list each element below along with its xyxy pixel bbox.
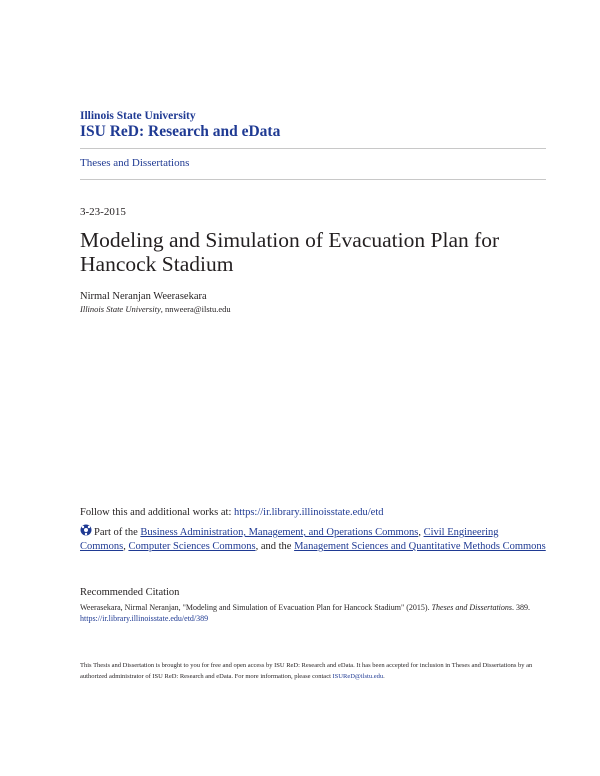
follow-line — [80, 507, 384, 518]
etd-link[interactable]: https://ir.library.illinoisstate.edu/etd — [234, 507, 384, 518]
citation-series: Theses and Dissertations — [431, 603, 513, 612]
citation-text — [80, 602, 550, 624]
citation-heading: Recommended Citation — [80, 587, 180, 598]
citation-link[interactable]: https://ir.library.illinoisstate.edu/etd/389 — [80, 614, 209, 623]
commons-link-management-sciences[interactable]: Management Sciences and Quantitative Methods Commons — [294, 541, 546, 552]
commons-separator: , — [418, 527, 424, 538]
commons-link-civil-engineering[interactable]: Civil Engineering Commons — [80, 527, 499, 552]
commons-and: , and the — [255, 541, 295, 552]
author-name: Nirmal Neranjan Weerasekara — [80, 291, 207, 302]
commons-separator: , — [123, 541, 129, 552]
follow-label: Follow this and additional works at: — [80, 507, 234, 518]
citation-number: . 389. — [512, 603, 531, 612]
network-icon — [80, 524, 92, 536]
divider-bottom — [80, 179, 546, 180]
commons-link-computer-sciences[interactable]: Computer Sciences Commons — [128, 541, 256, 552]
author-email[interactable]: nnweera@ilstu.edu — [165, 304, 231, 314]
footer-notice — [80, 660, 546, 682]
divider-top — [80, 148, 546, 149]
part-of-label: Part of the — [94, 527, 141, 538]
publication-date: 3-23-2015 — [80, 206, 126, 218]
affiliation-name: Illinois State University — [80, 304, 161, 314]
collection-link[interactable]: Theses and Dissertations — [80, 157, 190, 169]
institution-name: Illinois State University — [80, 110, 196, 122]
document-title: Modeling and Simulation of Evacuation Plan for Hancock Stadium — [80, 228, 500, 276]
repository-name[interactable]: ISU ReD: Research and eData — [80, 123, 281, 140]
citation-body: Weerasekara, Nirmal Neranjan, "Modeling and Simulation of Evacuation Plan for Hancock Stadium" (2015). — [80, 603, 432, 612]
commons-block — [80, 524, 546, 554]
commons-link-business[interactable]: Business Administration, Management, and Operations Commons — [140, 527, 419, 538]
author-affiliation: Illinois State University, nnweera@ilstu.edu — [80, 304, 231, 314]
contact-email-link[interactable]: ISUReD@ilstu.edu — [332, 673, 384, 680]
footer-end: . — [383, 673, 385, 680]
footer-text: This Thesis and Dissertation is brought to you for free and open access by ISU ReD: Research and eData. It has been accepted for inclusion in Theses and Dissertations by an authorized administrator of ISU ReD: Research and eData. For more information, please contact — [80, 662, 533, 680]
